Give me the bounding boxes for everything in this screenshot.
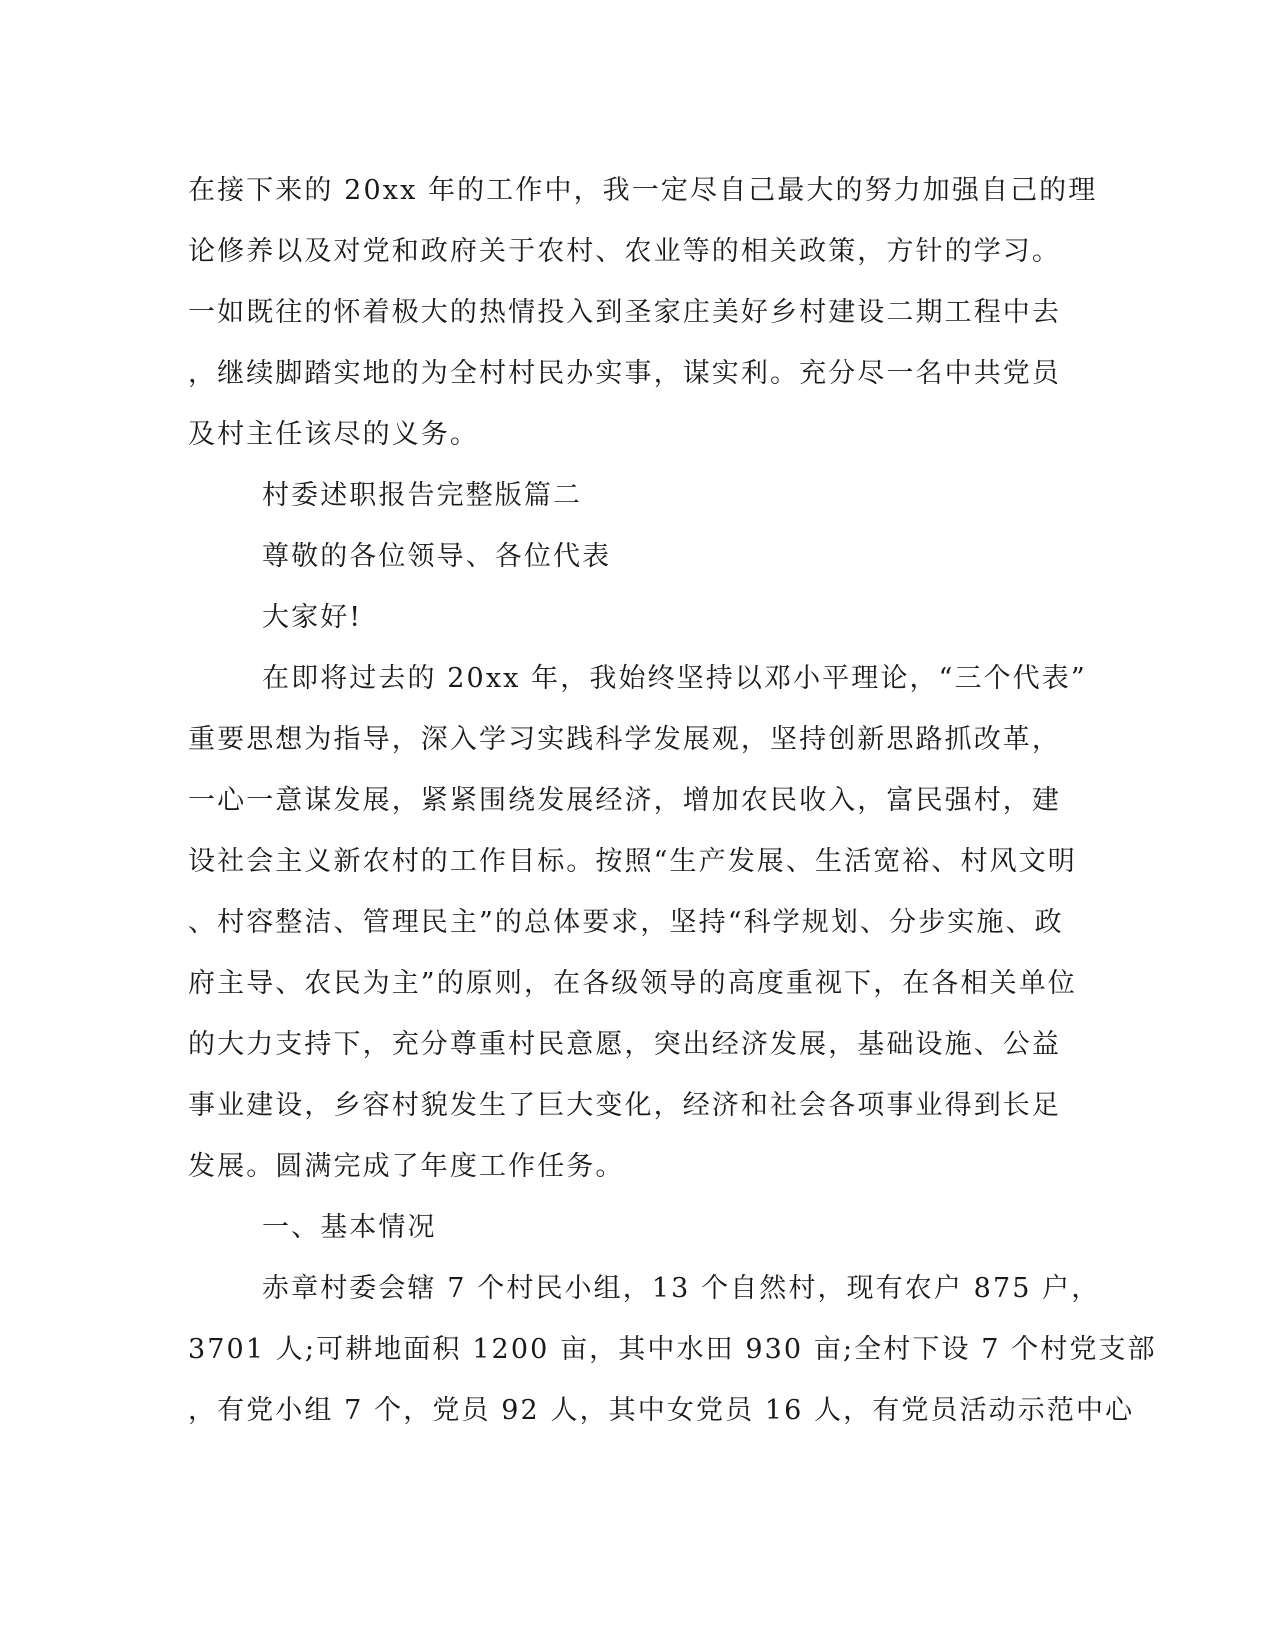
text-line: 3701 人;可耕地面积 1200 亩，其中水田 930 亩;全村下设 7 个村党支部 <box>188 1334 1157 1365</box>
subsection-heading: 一、基本情况 <box>262 1212 437 1243</box>
greeting: 大家好! <box>262 602 363 633</box>
document-body <box>188 160 1157 1441</box>
text-line: ，有党小组 7 个，党员 92 人，其中女党员 16 人，有党员活动示范中心 <box>188 1395 1135 1426</box>
text-line: 在即将过去的 20xx 年，我始终坚持以邓小平理论，“三个代表” <box>262 663 1087 694</box>
text-line: ，继续脚踏实地的为全村村民办实事，谋实利。充分尽一名中共党员 <box>188 358 1061 389</box>
text-line: 一如既往的怀着极大的热情投入到圣家庄美好乡村建设二期工程中去 <box>188 297 1061 328</box>
text-line: 、村容整洁、管理民主”的总体要求，坚持“科学规划、分步实施、政 <box>188 907 1064 938</box>
text-line: 赤章村委会辖 7 个村民小组，13 个自然村，现有农户 875 户， <box>262 1273 1101 1304</box>
text-line: 重要思想为指导，深入学习实践科学发展观，坚持创新思路抓改革， <box>188 724 1061 755</box>
section-heading: 村委述职报告完整版篇二 <box>262 480 583 511</box>
text-line: 的大力支持下，充分尊重村民意愿，突出经济发展，基础设施、公益 <box>188 1029 1061 1060</box>
text-line: 及村主任该尽的义务。 <box>188 419 479 450</box>
text-line: 发展。圆满完成了年度工作任务。 <box>188 1151 625 1182</box>
salutation: 尊敬的各位领导、各位代表 <box>262 541 612 572</box>
text-line: 府主导、农民为主”的原则，在各级领导的高度重视下，在各相关单位 <box>188 968 1077 999</box>
text-line: 设社会主义新农村的工作目标。按照“生产发展、生活宽裕、村风文明 <box>188 846 1077 877</box>
text-line: 一心一意谋发展，紧紧围绕发展经济，增加农民收入，富民强村，建 <box>188 785 1061 816</box>
text-line: 在接下来的 20xx 年的工作中，我一定尽自己最大的努力加强自己的理 <box>188 175 1098 206</box>
text-line: 论修养以及对党和政府关于农村、农业等的相关政策，方针的学习。 <box>188 236 1061 267</box>
text-line: 事业建设，乡容村貌发生了巨大变化，经济和社会各项事业得到长足 <box>188 1090 1061 1121</box>
